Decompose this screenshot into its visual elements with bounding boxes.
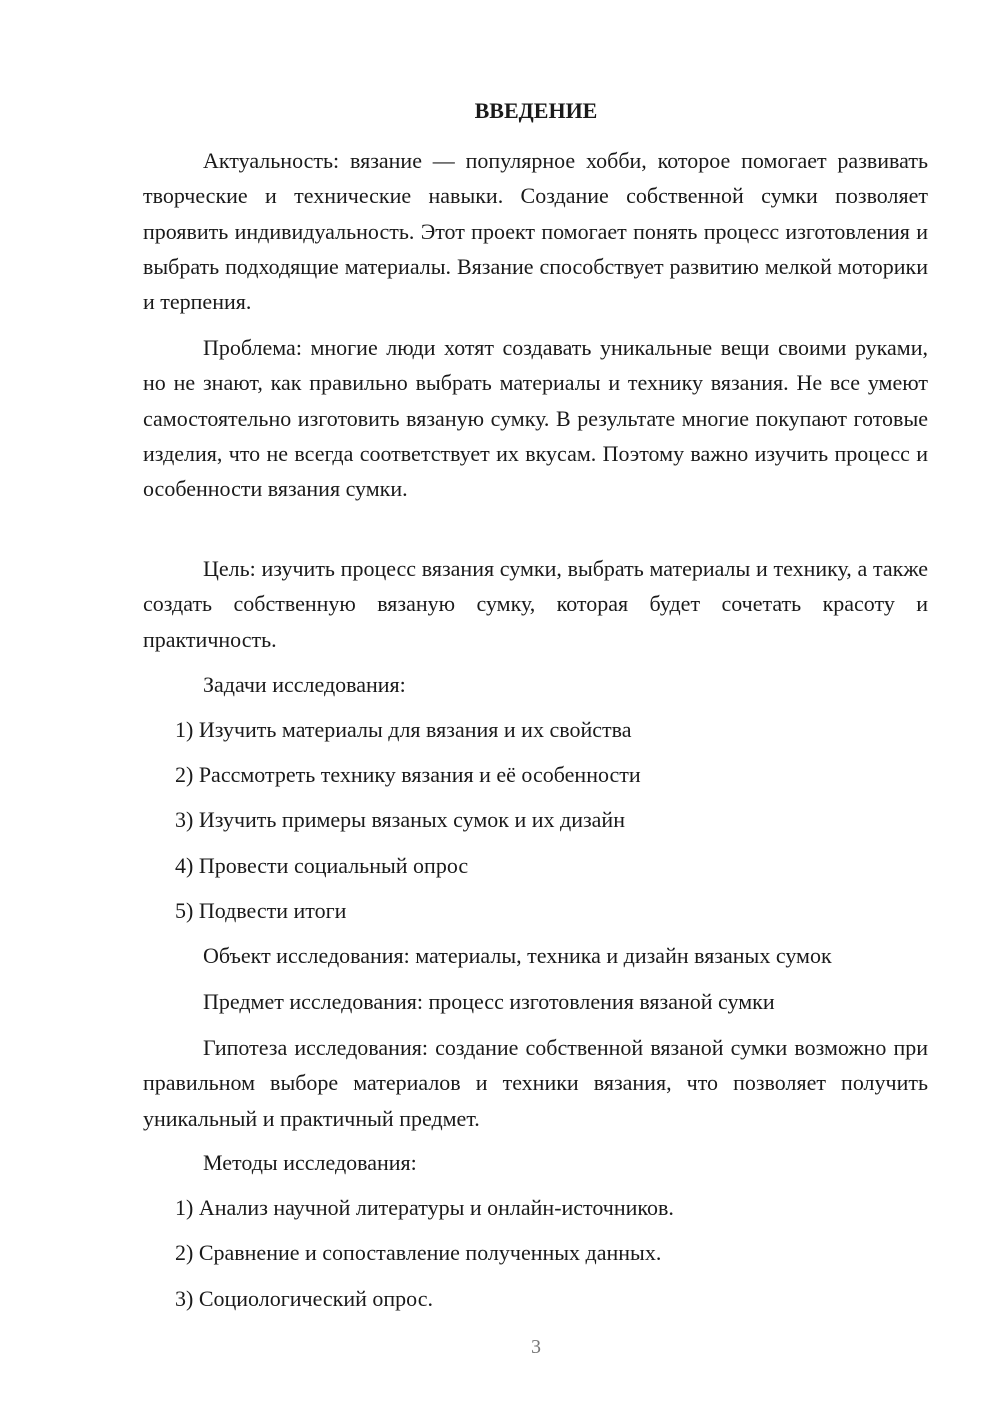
section-title: ВВЕДЕНИЕ — [474, 98, 598, 123]
page-number: 3 — [531, 1336, 541, 1358]
paragraph-relevance: Актуальность: вязание — популярное хобби, которое помогает развивать творческие и технические навыки. Создание собственной сумки позволяет проявить индивидуальность. Этот проект помогает понять процесс изготовления и выбрать подходящие материалы. Вязание способствует развитию мелкой моторики и терпения. — [143, 148, 928, 315]
task-item-4: 4) Провести социальный опрос — [175, 853, 469, 878]
task-item-2: 2) Рассмотреть технику вязания и её особенности — [175, 762, 641, 787]
task-item-3: 3) Изучить примеры вязаных сумок и их дизайн — [175, 807, 625, 832]
methods-heading: Методы исследования: — [203, 1150, 417, 1175]
method-item-1: 1) Анализ научной литературы и онлайн-источников. — [175, 1195, 674, 1220]
method-item-3: 3) Социологический опрос. — [175, 1286, 433, 1311]
paragraph-goal: Цель: изучить процесс вязания сумки, выбрать материалы и технику, а также создать собственную вязаную сумку, которая будет сочетать красоту и практичность. — [143, 556, 928, 652]
method-item-2: 2) Сравнение и сопоставление полученных данных. — [175, 1240, 662, 1265]
task-item-5: 5) Подвести итоги — [175, 898, 347, 923]
research-object: Объект исследования: материалы, техника и дизайн вязаных сумок — [203, 943, 832, 968]
paragraph-hypothesis: Гипотеза исследования: создание собственной вязаной сумки возможно при правильном выборе материалов и техники вязания, что позволяет получить уникальный и практичный предмет. — [143, 1035, 928, 1131]
research-subject: Предмет исследования: процесс изготовления вязаной сумки — [203, 989, 775, 1014]
paragraph-problem: Проблема: многие люди хотят создавать уникальные вещи своими руками, но не знают, как правильно выбрать материалы и технику вязания. Не все умеют самостоятельно изготовить вязаную сумку. В результате многие покупают готовые изделия, что не всегда соответствует их вкусам. Поэтому важно изучить процесс и особенности вязания сумки. — [143, 335, 928, 502]
task-item-1: 1) Изучить материалы для вязания и их свойства — [175, 717, 632, 742]
tasks-heading: Задачи исследования: — [203, 672, 406, 697]
